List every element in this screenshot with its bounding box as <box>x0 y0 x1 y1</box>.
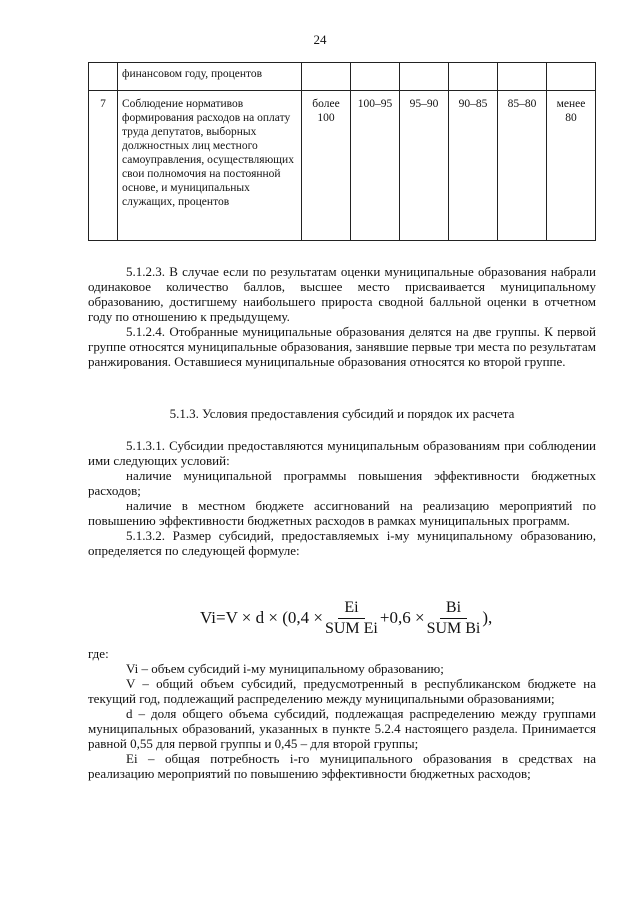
formula-lhs: Vi=V × d × (0,4 × <box>200 608 323 627</box>
score-cell <box>547 63 596 91</box>
definition-ei: Ei – общая потребность i-го муниципального образования в средствах на реализацию мероприятий по повышению эффективности бюджетных расходов; <box>88 751 596 781</box>
score-cell: 90–85 <box>449 91 498 241</box>
formula-middle: +0,6 × <box>379 608 425 627</box>
criteria-table <box>88 62 596 241</box>
where-label: где: <box>88 646 109 661</box>
text-block-definitions <box>88 646 596 781</box>
score-cell: менее 80 <box>547 91 596 241</box>
fraction-numerator: Bi <box>440 599 467 619</box>
fraction-ei <box>325 599 378 638</box>
score-cell <box>449 63 498 91</box>
criterion-name: финансовом году, процентов <box>118 63 302 91</box>
text-block-ranking <box>88 264 596 369</box>
score-cell: 95–90 <box>400 91 449 241</box>
row-number <box>89 63 118 91</box>
table-row <box>89 91 596 241</box>
text-block-conditions <box>88 406 596 421</box>
score-cell <box>302 63 351 91</box>
score-cell: 100–95 <box>351 91 400 241</box>
condition-item: наличие в местном бюджете ассигнований на реализацию мероприятий по повышению эффективности бюджетных расходов в рамках муниципальных программ. <box>88 498 596 528</box>
section-heading: 5.1.3. Условия предоставления субсидий и порядок их расчета <box>169 406 515 421</box>
text-block-subsidies <box>88 438 596 558</box>
paragraph-5-1-2-3: 5.1.2.3. В случае если по результатам оценки муниципальные образования набрали одинаковое количество баллов, высшее место присваивается муниципальному образованию, достигшему наибольшего прироста сводной балльной оценки в отчетном году по отношению к предыдущему. <box>88 264 596 324</box>
fraction-numerator: Ei <box>338 599 364 619</box>
paragraph-5-1-3-1: 5.1.3.1. Субсидии предоставляются муниципальным образованиям при соблюдении ими следующих условий: <box>88 438 596 468</box>
paragraph-5-1-2-4: 5.1.2.4. Отобранные муниципальные образования делятся на две группы. К первой группе относятся муниципальные образования, занявшие первые три места по результатам ранжирования. Оставшиеся муниципальные образования относятся ко второй группе. <box>88 324 596 369</box>
score-cell <box>351 63 400 91</box>
score-cell: более 100 <box>302 91 351 241</box>
paragraph-5-1-3-2: 5.1.3.2. Размер субсидий, предоставляемых i-му муниципальному образованию, определяется по следующей формуле: <box>88 528 596 558</box>
subsidy-formula <box>200 596 492 640</box>
fraction-denominator: SUM Bi <box>426 619 481 637</box>
fraction-denominator: SUM Ei <box>324 619 378 637</box>
page-number: 24 <box>313 32 327 47</box>
definition-vi: Vi – объем субсидий i-му муниципальному образованию; <box>126 661 444 676</box>
score-cell: 85–80 <box>498 91 547 241</box>
table-row <box>89 63 596 91</box>
fraction-bi <box>427 599 481 638</box>
definition-v: V – общий объем субсидий, предусмотренный в республиканском бюджете на текущий год, подлежащий распределению между муниципальными образованиями; <box>88 676 596 706</box>
criterion-name: Соблюдение нормативов формирования расходов на оплату труда депутатов, выборных должностных лиц местного самоуправления, осуществляющих свои полномочия на постоянной основе, и муниципальных служащих, процентов <box>118 91 302 241</box>
condition-item: наличие муниципальной программы повышения эффективности бюджетных расходов; <box>88 468 596 498</box>
row-number: 7 <box>89 91 118 241</box>
score-cell <box>400 63 449 91</box>
definition-d: d – доля общего объема субсидий, подлежащая распределению между группами муниципальных образований, указанных в пункте 5.2.4 настоящего раздела. Принимается равной 0,55 для первой группы и 0,45 – для второй группы; <box>88 706 596 751</box>
score-cell <box>498 63 547 91</box>
formula-end: ), <box>482 608 493 627</box>
